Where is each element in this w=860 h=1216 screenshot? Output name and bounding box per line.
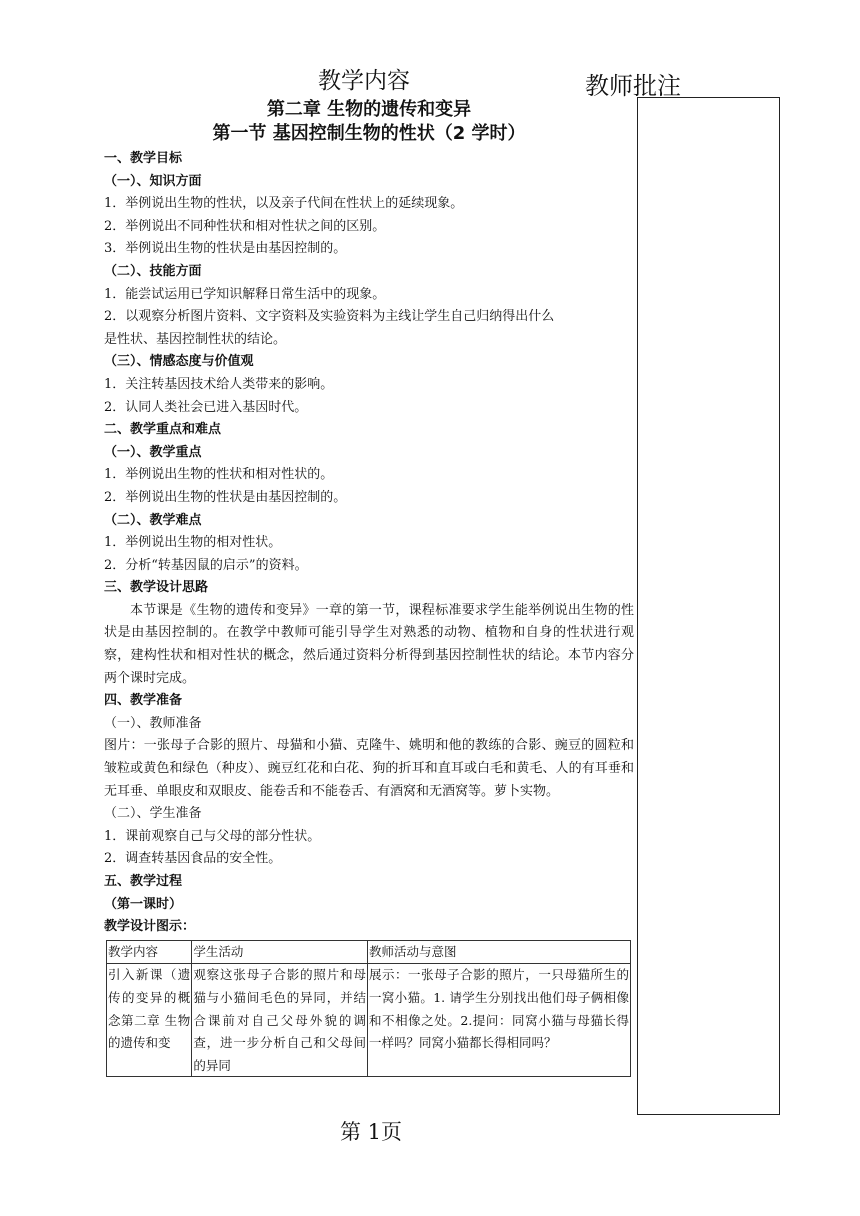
- section-heading: （三）、情感态度与价值观: [104, 354, 254, 370]
- student-prep-item: 2．调查转基因食品的安全性。: [104, 851, 282, 867]
- list-item: 2．分析“转基因鼠的启示”的资料。: [104, 557, 308, 573]
- table-header-cell: 教师活动与意图: [367, 940, 630, 964]
- list-item: 2．举例说出不同种性状和相对性状之间的区别。: [104, 218, 386, 234]
- lesson-content: [104, 98, 634, 1077]
- page-number: 第 1页: [340, 1120, 403, 1144]
- table-cell-content: 引入新课（遗传的变异的概念第二章 生物的遗传和变: [108, 967, 191, 1051]
- list-item: 是性状、基因控制性状的结论。: [104, 331, 287, 347]
- list-item: 1．关注转基因技术给人类带来的影响。: [104, 376, 334, 392]
- first-lesson-label: （第一课时）: [104, 896, 183, 912]
- list-item: 1．举例说出生物的性状和相对性状的。: [104, 467, 334, 483]
- table-row: [107, 964, 631, 1077]
- section-heading: 一、教学目标: [104, 151, 183, 166]
- list-item: 2．举例说出生物的性状是由基因控制的。: [104, 489, 347, 505]
- list-item: 1．能尝试运用已学知识解释日常生活中的现象。: [104, 286, 386, 302]
- section-heading: 二、教学重点和难点: [104, 422, 222, 438]
- section-heading: （二）、教学难点: [104, 512, 202, 528]
- design-table: [106, 940, 631, 1078]
- design-paragraph: 本节课是《生物的遗传和变异》一章的第一节，课程标准要求学生能举例说出生物的性状是由基因控制的。在教学中教师可能引导学生对熟悉的动物、植物和自身的性状进行观察，建构性状和相对性状的概念，然后通过资料分析得到基因控制性状的结论。本节内容分两个课时完成。: [104, 602, 634, 686]
- process-heading: 五、教学过程: [104, 874, 183, 889]
- chapter-title: 第二章 生物的遗传和变异: [266, 99, 472, 120]
- section-title: 第一节 基因控制生物的性状（2 学时）: [212, 123, 526, 144]
- teacher-prep-heading: （一）、教师准备: [104, 715, 202, 731]
- content-column-title: 教学内容: [318, 68, 410, 94]
- list-item: 1．举例说出生物的相对性状。: [104, 535, 282, 551]
- section-heading: （一）、教学重点: [104, 444, 202, 460]
- teacher-prep-text: 图片：一张母子合影的照片、母猫和小猫、克隆牛、姚明和他的教练的合影、豌豆的圆粒和皱粒或黄色和绿色（种皮）、豌豆红花和白花、狗的折耳和直耳或白毛和黄毛、人的有耳垂和无耳垂、单眼皮和双眼皮、能卷舌和不能卷舌、有酒窝和无酒窝等。萝卜实物。: [104, 738, 634, 799]
- section-heading: 三、教学设计思路: [104, 580, 209, 596]
- table-header-cell: 教学内容: [107, 940, 192, 964]
- prep-heading: 四、教学准备: [104, 693, 183, 709]
- section-heading: （二）、技能方面: [104, 263, 202, 279]
- list-item: 2．以观察分析图片资料、文字资料及实验资料为主线让学生自己归纳得出什么: [104, 309, 555, 325]
- diagram-label: 教学设计图示：: [104, 919, 196, 935]
- table-cell-teacher: 展示：一张母子合影的照片，一只母猫所生的一窝小猫。1. 请学生分别找出他们母子俩相像和不相像之处。2.提问：同窝小猫与母猫长得一样吗？同窝小猫都长得相同吗？: [368, 967, 629, 1051]
- student-prep-item: 1．课前观察自己与父母的部分性状。: [104, 828, 321, 844]
- notes-column-title: 教师批注: [585, 72, 681, 100]
- teacher-notes-box: [637, 97, 780, 1115]
- list-item: 1．举例说出生物的性状，以及亲子代间在性状上的延续现象。: [104, 196, 464, 212]
- section-heading: （一）、知识方面: [104, 173, 202, 189]
- objectives-block: [104, 148, 634, 600]
- table-header-row: [107, 940, 631, 964]
- list-item: 2．认同人类社会已进入基因时代。: [104, 399, 308, 415]
- list-item: 3．举例说出生物的性状是由基因控制的。: [104, 241, 347, 257]
- student-prep-heading: （二）、学生准备: [104, 806, 202, 822]
- table-cell-student: 观察这张母子合影的照片和母猫与小猫间毛色的异同，并结合课前对自己父母外貌的调查，进一步分析自己和父母间的异同: [193, 967, 366, 1073]
- table-header-cell: 学生活动: [192, 940, 368, 964]
